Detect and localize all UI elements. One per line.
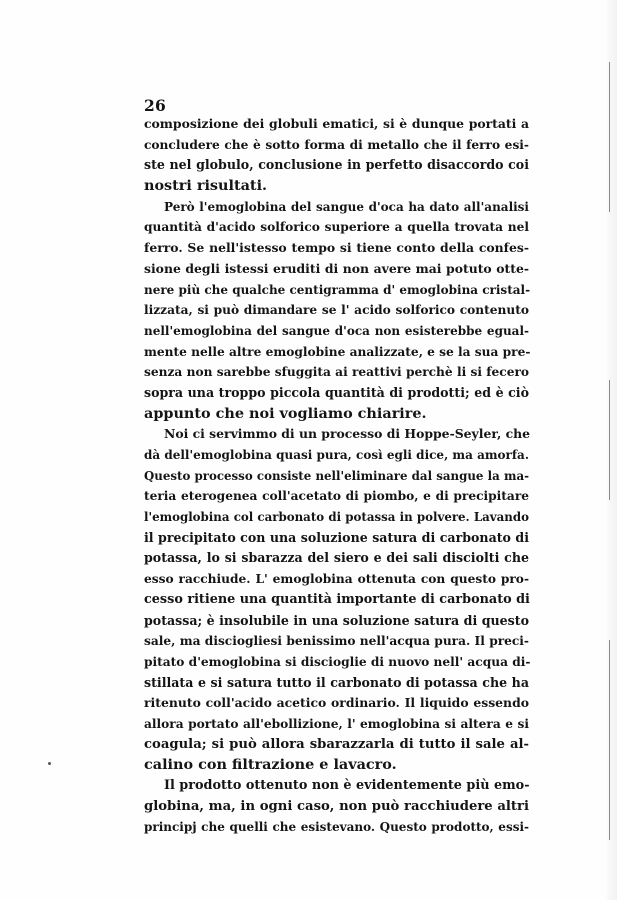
text-line: ritenuto coll'acido acetico ordinario. Il liquido essendo — [144, 695, 529, 711]
text-line: sopra una troppo piccola quantità di prodotti; ed è ciò — [144, 384, 529, 400]
text-line: Questo processo consiste nell'eliminare dal sangue la ma- — [144, 468, 529, 483]
text-line: nostri risultati. — [144, 177, 268, 195]
text-line: esso racchiude. L' emoglobina ottenuta con questo pro- — [144, 572, 529, 587]
text-line: Però l'emoglobina del sangue d'oca ha dato all'analisi — [164, 199, 529, 214]
text-line: composizione dei globuli ematici, si è dunque portati a — [144, 116, 529, 131]
text-line: nere più che qualche centigramma d' emoglobina cristal- — [144, 282, 531, 297]
text-line: sione degli istessi eruditi di non avere mai potuto otte- — [144, 260, 529, 276]
text-line: quantità d'acido solforico superiore a quella trovata nel — [144, 220, 529, 235]
edge-mark — [609, 640, 610, 840]
body-text — [144, 114, 529, 838]
text-line: dà dell'emoglobina quasi pura, così egli dice, ma amorfa. — [144, 448, 529, 462]
text-line: Il prodotto ottenuto non è evidentemente più emo- — [164, 778, 530, 793]
text-line: stillata e si satura tutto il carbonato di potassa che ha — [144, 674, 529, 690]
text-line: potassa; è insolubile in una soluzione satura di questo — [144, 612, 529, 628]
text-line: nell'emoglobina del sangue d'oca non esisterebbe egual- — [144, 323, 529, 338]
text-line: ste nel globulo, conclusione in perfetto disaccordo coi — [144, 157, 529, 173]
text-line: concludere che è sotto forma di metallo che il ferro esi- — [144, 137, 529, 152]
text-line: calino con filtrazione e lavacro. — [144, 756, 397, 774]
text-line: globina, ma, in ogni caso, non può racchiudere altri — [144, 798, 529, 814]
ink-speck — [48, 762, 51, 765]
text-line: cesso ritiene una quantità importante di carbonato di — [144, 591, 530, 607]
text-line: potassa, lo si sbarazza del siero e dei sali disciolti che — [144, 550, 529, 566]
text-line: l'emoglobina col carbonato di potassa in polvere. Lavando — [144, 510, 529, 525]
text-line: coagula; si può allora sbarazzarla di tutto il sale al- — [144, 736, 529, 752]
text-line: sale, ma disciogliesi benissimo nell'acqua pura. Il preci- — [144, 634, 529, 649]
text-line: allora portato all'ebollizione, l' emoglobina si altera e si — [144, 716, 529, 731]
text-line: pitato d'emoglobina si discioglie di nuovo nell' acqua di- — [144, 654, 531, 669]
text-line: appunto che noi vogliamo chiarire. — [144, 404, 427, 422]
text-line: teria eterogenea coll'acetato di piombo, e di precipitare — [144, 489, 529, 504]
text-line: mente nelle altre emoglobine analizzate, e se la sua pre- — [144, 344, 531, 359]
text-line: lizzata, si può dimandare se l' acido solforico contenuto — [144, 303, 529, 318]
edge-mark — [609, 380, 610, 500]
text-line: ferro. Se nell'istesso tempo si tiene conto della confes- — [144, 240, 529, 256]
text-line: il precipitato con una soluzione satura di carbonato di — [144, 529, 529, 545]
text-line: principj che quelli che esistevano. Questo prodotto, essi- — [144, 820, 529, 835]
edge-mark — [609, 62, 610, 212]
text-line: senza non sarebbe sfuggita ai reattivi perchè li si fecero — [144, 365, 529, 380]
page-number: 26 — [144, 96, 166, 115]
text-line: Noi ci servimmo di un processo di Hoppe-Seyler, che — [164, 426, 531, 442]
